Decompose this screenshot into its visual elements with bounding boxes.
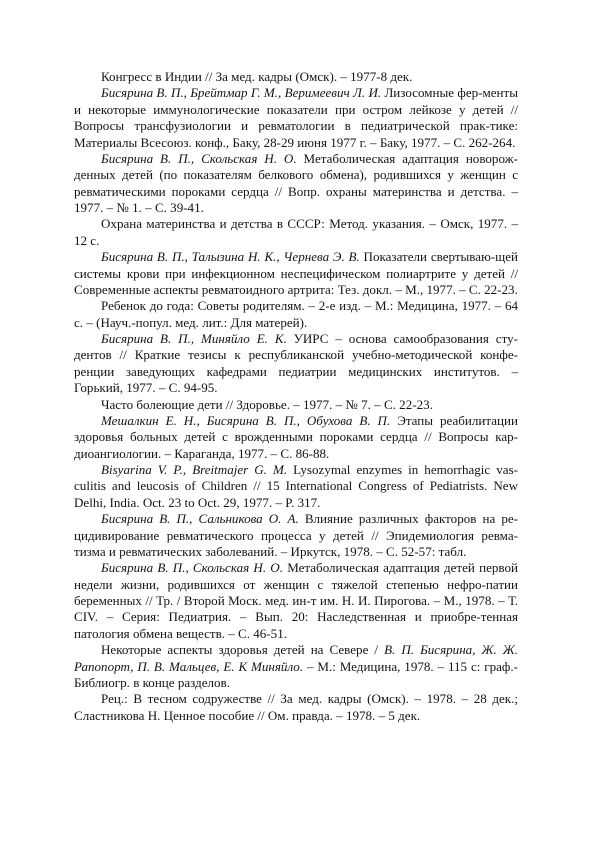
entry-authors: Бисярина В. П., Брейтмар Г. М., Веримеевич Л. И. xyxy=(101,85,382,101)
entry-text: Этапы реабилитации здоровья больных детей с врожденными пороками сердца // Вопросы кар-диоангиологии. – Караганда, 1977. – С. 86-88. xyxy=(74,412,518,461)
entry-authors: Бисярина В. П., Сальникова О. А. xyxy=(101,511,299,527)
entry-authors: Бисярина В. П., Скольская Н. О. xyxy=(101,150,297,166)
bibliography-entry xyxy=(74,642,518,691)
bibliography-entry xyxy=(74,560,518,642)
bibliography-entry xyxy=(74,151,518,217)
entry-text: Часто болеющие дети // Здоровье. – 1977. – № 7. – С. 22-23. xyxy=(101,396,433,412)
bibliography-entry xyxy=(74,69,518,85)
entry-authors: Bisyarina V. P., Breitmajer G. M. xyxy=(101,462,288,477)
bibliography-entry xyxy=(74,691,518,724)
entry-text: – М.: Медицина, 1978. – 115 с: граф.-Библиогр. в конце разделов. xyxy=(74,658,518,690)
entry-authors: Бисярина В. П., Скольская Н. О. xyxy=(101,560,283,576)
bibliography-entry xyxy=(74,216,518,249)
entry-authors: Бисярина В. П., Талызина Н. К., Чернева Э. В. xyxy=(101,249,360,265)
entry-text: Конгресс в Индии // За мед. кадры (Омск). – 1977-8 дек. xyxy=(101,69,413,84)
entry-authors: В. П. Бисярина, Ж. Ж. Рапопорт, П. В. Мальцев, Е. К Миняйло. xyxy=(74,642,518,674)
bibliography-list xyxy=(74,69,518,724)
bibliography-entry xyxy=(74,462,518,511)
entry-text: Охрана материнства и детства в СССР: Метод. указания. – Омск, 1977. – 12 с. xyxy=(74,216,518,248)
entry-text: Показатели свертываю-щей системы крови при инфекционном неспецифическом полиартрите у детей // Современные аспекты ревматоидного артрита: Тез. докл. – М., 1977. – С. 22-23. xyxy=(74,249,519,297)
entry-text: УИРС – основа самообразования сту-дентов // Краткие тезисы к республиканской учебно-методической конфе-ренции заведующих кафедрами педиатрии медицинских институтов. – Горький, 1977. – С. 94-95. xyxy=(74,331,518,396)
entry-text: Lysozymal enzymes in hemorrhagic vas-culitis and leucosis of Children // 15 International Congress of Pediatrists. New Delhi, India. Oct. 23 to Oct. 29, 1977. – P. 317. xyxy=(74,462,518,510)
entry-authors: Бисярина В. П., Миняйло Е. К. xyxy=(101,331,287,346)
entry-text: Некоторые аспекты здоровья детей на Севере / xyxy=(101,642,385,658)
bibliography-entry xyxy=(74,85,518,151)
bibliography-entry xyxy=(74,298,518,331)
entry-text: Ребенок до года: Советы родителям. – 2-е изд. – М.: Медицина, 1977. – 64 с. – (Науч.-попул. мед. лит.: Для матерей). xyxy=(74,298,518,330)
entry-text: Рец.: В тесном содружестве // За мед. кадры (Омск). – 1978. – 28 дек.; Сластникова Н. Ценное пособие // Ом. правда. – 1978. – 5 дек. xyxy=(74,691,518,723)
entry-text: Лизосомные фер-менты и некоторые иммунологические показатели при остром лейкозе у детей // Вопросы трансфузиологии и ревматологии в педиатрической прак-тике: Материалы Всесоюз. конф., Баку, 28-29 июня 1977 г. – Баку, 1977. – С. 262-264. xyxy=(74,85,518,150)
entry-text: Влияние различных факторов на ре-цидивирование ревматического процесса у детей // Эпидемиология ревма-тизма и ревматических заболеваний. – Иркутск, 1978. – С. 52-57: табл. xyxy=(74,511,518,559)
bibliography-entry xyxy=(74,331,518,397)
entry-authors: Мешалкин Е. Н., Бисярина В. П., Обухова В. П. xyxy=(101,412,391,428)
bibliography-entry xyxy=(74,511,518,560)
bibliography-entry xyxy=(74,413,518,462)
entry-text: Метаболическая адаптация детей первой недели жизни, родившихся от женщин с тяжелой степенью нефро-патии беременных // Тр. / Второй Моск. мед. ин-т им. Н. И. Пирогова. – М., 1978. – Т. CIV. – Серия: Педиатрия. – Вып. 20: Наследственная и приобре-тенная патология обмена веществ. – С. 46-51. xyxy=(74,560,518,641)
bibliography-entry xyxy=(74,397,518,413)
entry-text: Метаболическая адаптация новорож-денных детей (по показателям белкового обмена), родившихся у женщин с ревматическими пороками сердца // Вопр. охраны материнства и детства. – 1977. – № 1. – С. 39-41. xyxy=(74,150,519,215)
bibliography-entry xyxy=(74,249,518,298)
